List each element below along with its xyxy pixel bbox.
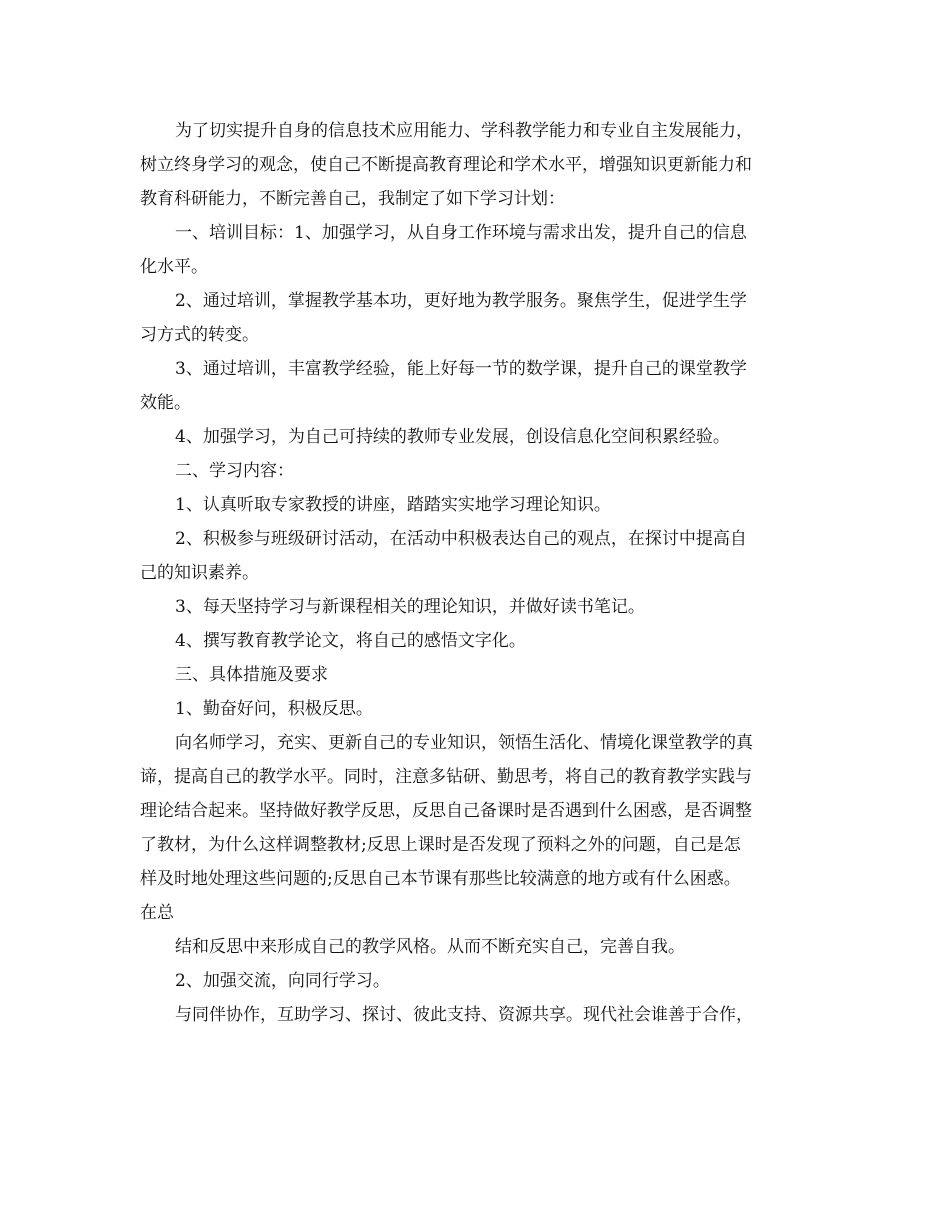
text-line: 教育科研能力，不断完善自己，我制定了如下学习计划： [140,189,565,209]
text-line: 一、培训目标：1、加强学习，从自身工作环境与需求出发，提升自己的信息 [175,223,747,243]
text-line: 1、认真听取专家教授的讲座，踏踏实实地学习理论知识。 [175,495,611,515]
text-line: 向名师学习，充实、更新自己的专业知识，领悟生活化、情境化课堂教学的真 [175,733,753,753]
text-line: 3、通过培训，丰富教学经验，能上好每一节的数学课，提升自己的课堂教学 [175,359,747,379]
text-line: 3、每天坚持学习与新课程相关的理论知识，并做好读书笔记。 [175,597,645,617]
text-line: 4、撰写教育教学论文，将自己的感悟文字化。 [175,631,526,651]
text-line: 二、学习内容： [175,461,294,481]
text-line: 2、积极参与班级研讨活动，在活动中积极表达自己的观点，在探讨中提高自 [175,529,747,549]
text-line: 结和反思中来形成自己的教学风格。从而不断充实自己，完善自我。 [175,937,685,957]
text-line: 己的知识素养。 [140,563,259,583]
text-line: 理论结合起来。坚持做好教学反思，反思自己备课时是否遇到什么困惑，是否调整 [140,801,752,821]
text-line: 树立终身学习的观念，使自己不断提高教育理论和学术水平，增强知识更新能力和 [140,155,752,175]
text-line: 1、勤奋好问，积极反思。 [175,699,373,719]
text-line: 2、加强交流，向同行学习。 [175,971,390,991]
text-line: 样及时地处理这些问题的;反思自己本节课有那些比较满意的地方或有什么困惑。 [140,869,741,889]
text-line: 三、具体措施及要求 [175,665,328,685]
text-line: 了教材，为什么这样调整教材;反思上课时是否发现了预料之外的问题，自己是怎 [140,835,741,855]
text-line: 效能。 [140,393,191,413]
text-line: 与同伴协作，互助学习、探讨、彼此支持、资源共享。现代社会谁善于合作， [175,1005,753,1025]
text-line: 为了切实提升自身的信息技术应用能力、学科教学能力和专业自主发展能力， [175,121,753,141]
text-line: 习方式的转变。 [140,325,259,345]
document-body [140,114,815,1032]
text-line: 2、通过培训，掌握教学基本功，更好地为教学服务。聚焦学生，促进学生学 [175,291,747,311]
text-line: 化水平。 [140,257,208,277]
text-line: 在总 [140,903,174,923]
text-line: 4、加强学习，为自己可持续的教师专业发展，创设信息化空间积累经验。 [175,427,730,447]
text-line: 谛，提高自己的教学水平。同时，注意多钻研、勤思考，将自己的教育教学实践与 [140,767,752,787]
